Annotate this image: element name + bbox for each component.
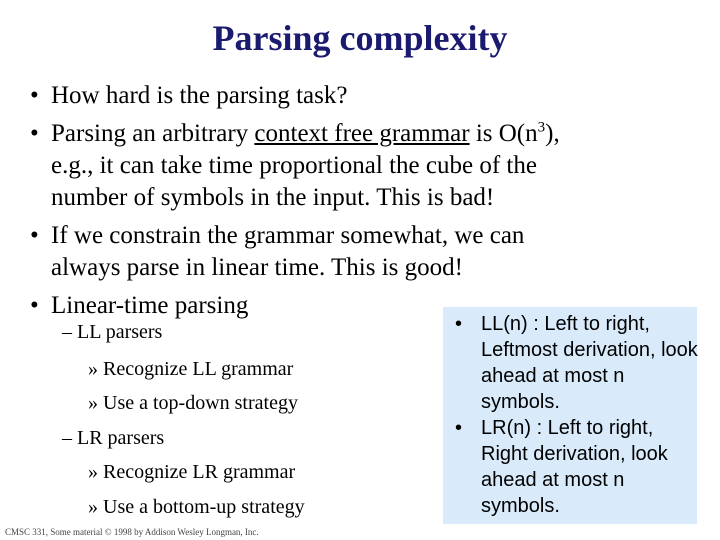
ll-definition-text: LL(n) : Left to right, Leftmost derivation, look ahead at most n symbols. <box>481 313 698 413</box>
bullet-dot: • <box>30 222 39 249</box>
bullet-cfg-complexity <box>30 118 690 214</box>
bullet-parsing-task <box>30 80 690 112</box>
bullet-dot: • <box>30 120 39 147</box>
bullet-linear-time <box>30 220 690 284</box>
footer-copyright: CMSC 331, Some material © 1998 by Addison Wesley Longman, Inc. <box>5 527 259 537</box>
bullet-text-line1: If we constrain the grammar somewhat, we can <box>51 222 525 249</box>
lr-strategy-item: » Use a bottom-up strategy <box>88 496 305 518</box>
ll-strategy-item: » Use a top-down strategy <box>88 392 298 414</box>
ll-definition <box>455 311 701 415</box>
ll-parsers-item: – LL parsers <box>62 321 163 343</box>
bullet-text: Parsing an arbitrary <box>51 120 255 147</box>
bullet-dot: • <box>30 292 39 319</box>
bullet-text-line2: e.g., it can take time proportional the cube of the <box>51 152 537 179</box>
bullet-text-line2: always parse in linear time. This is good! <box>51 254 463 281</box>
ll-recognize-item: » Recognize LL grammar <box>88 358 294 380</box>
bullet-text-line3: number of symbols in the input. This is bad! <box>51 184 495 211</box>
bullet-text: Linear-time parsing <box>51 292 249 319</box>
bullet-text: is O(n <box>469 120 538 147</box>
bullet-dot: • <box>30 82 39 109</box>
bullet-text: How hard is the parsing task? <box>51 82 348 109</box>
cfg-link[interactable]: context free grammar <box>254 120 470 147</box>
lr-parsers-item: – LR parsers <box>62 427 165 449</box>
bullet-dot: • <box>455 417 463 439</box>
lr-definition-text: LR(n) : Left to right, Right derivation, look ahead at most n symbols. <box>481 417 668 517</box>
bullet-dot: • <box>455 313 463 335</box>
bullet-text: ), <box>545 120 560 147</box>
exponent: 3 <box>537 119 546 136</box>
main-bullet-list <box>30 80 690 328</box>
lr-definition <box>455 415 701 519</box>
page-title: Parsing complexity <box>212 18 508 58</box>
lr-recognize-item: » Recognize LR grammar <box>88 461 296 483</box>
definition-box <box>443 307 697 524</box>
